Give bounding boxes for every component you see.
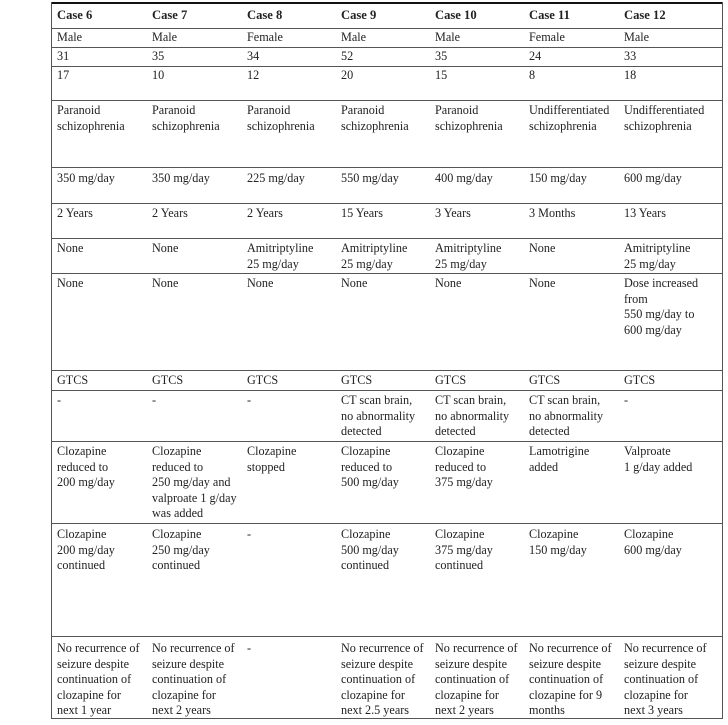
cell-line: detected xyxy=(435,424,476,439)
cell-line: 25 mg/day xyxy=(247,256,299,271)
cell-line: seizure despite xyxy=(152,656,225,671)
table-cell: 31 xyxy=(57,49,70,63)
table-rule xyxy=(51,441,723,442)
table-cell: GTCS xyxy=(247,373,279,387)
cell-line: 1 g/day added xyxy=(624,459,693,474)
table-rule xyxy=(51,66,723,67)
table-cell xyxy=(529,393,603,440)
table-cell: 15 xyxy=(435,68,448,82)
cell-line: 250 mg/day xyxy=(152,542,210,557)
cell-line: 500 mg/day xyxy=(341,542,399,557)
cell-line: No recurrence of xyxy=(152,641,235,655)
cell-line: Dose increased xyxy=(624,276,699,290)
cell-line: seizure despite xyxy=(529,656,602,671)
table-cell xyxy=(435,103,503,134)
column-header: Case 6 xyxy=(57,8,93,22)
cell-line: 25 mg/day xyxy=(624,256,676,271)
column-header: Case 9 xyxy=(341,8,377,22)
cell-line: seizure despite xyxy=(341,656,414,671)
cell-line: reduced to xyxy=(341,459,393,474)
table-cell xyxy=(57,641,140,719)
table-cell: 2 Years xyxy=(247,206,283,220)
table-cell xyxy=(57,241,83,257)
table-cell xyxy=(57,103,125,134)
table-cell xyxy=(624,641,707,719)
cell-line: continuation of xyxy=(529,672,604,687)
table-cell: 24 xyxy=(529,49,542,63)
table-cell: 350 mg/day xyxy=(57,171,115,185)
cell-line: Undifferentiated xyxy=(624,103,705,117)
cell-line: CT scan brain, xyxy=(341,393,413,407)
cell-line: valproate 1 g/day xyxy=(152,490,237,505)
cell-line: continuation of xyxy=(152,672,227,687)
table-cell xyxy=(435,276,461,292)
table-cell: Male xyxy=(152,30,178,44)
table-rule xyxy=(51,523,723,524)
table-cell xyxy=(529,241,555,257)
table-cell xyxy=(341,393,415,440)
cell-line: next 2 years xyxy=(152,703,211,718)
table-cell: 12 xyxy=(247,68,260,82)
table-cell xyxy=(57,527,115,574)
table-cell: 8 xyxy=(529,68,536,82)
cell-line: Clozapine xyxy=(152,444,202,458)
table-cell xyxy=(152,527,210,574)
cell-line: - xyxy=(247,393,252,407)
table-cell xyxy=(624,276,698,338)
table-rule xyxy=(51,238,723,239)
cell-line: - xyxy=(247,641,252,655)
cell-line: continuation of xyxy=(624,672,699,687)
table-rule xyxy=(51,203,723,204)
cell-line: seizure despite xyxy=(624,656,697,671)
cell-line: None xyxy=(529,241,556,255)
cell-line: Valproate xyxy=(624,444,671,458)
cell-line: CT scan brain, xyxy=(529,393,601,407)
cell-line: No recurrence of xyxy=(435,641,518,655)
table-cell xyxy=(341,641,424,719)
cell-line: - xyxy=(624,393,629,407)
cell-line: continued xyxy=(152,558,201,573)
cell-line: next 1 year xyxy=(57,703,112,718)
table-cell: 10 xyxy=(152,68,165,82)
table-cell xyxy=(247,103,315,134)
cell-line: Clozapine xyxy=(341,444,391,458)
table-cell: 20 xyxy=(341,68,354,82)
cell-line: No recurrence of xyxy=(57,641,140,655)
cell-line: - xyxy=(152,393,157,407)
table-cell: 52 xyxy=(341,49,354,63)
table-cell xyxy=(341,527,399,574)
table-cell xyxy=(247,444,296,475)
table-cell xyxy=(435,641,518,719)
table-cell: Male xyxy=(435,30,461,44)
cell-line: Paranoid xyxy=(435,103,479,117)
cell-line: Clozapine xyxy=(57,527,107,541)
cell-line: next 2 years xyxy=(435,703,494,718)
cell-line: None xyxy=(57,276,84,290)
cell-line: schizophrenia xyxy=(341,118,409,133)
table-cell xyxy=(152,444,237,522)
cell-line: was added xyxy=(152,506,204,521)
cell-line: Clozapine xyxy=(341,527,391,541)
table-rule xyxy=(51,100,723,101)
table-cell: 550 mg/day xyxy=(341,171,399,185)
table-rule xyxy=(51,167,723,168)
table-cell: GTCS xyxy=(435,373,467,387)
table-cell xyxy=(57,444,115,491)
column-header: Case 10 xyxy=(435,8,477,22)
table-cell xyxy=(341,241,407,272)
cell-line: clozapine for 9 xyxy=(529,687,603,702)
table-border xyxy=(51,2,52,719)
table-cell xyxy=(152,276,178,292)
cell-line: Clozapine xyxy=(435,444,485,458)
cell-line: no abnormality xyxy=(435,408,510,423)
cell-line: next 2.5 years xyxy=(341,703,410,718)
table-cell: Female xyxy=(247,30,283,44)
table-cell: 2 Years xyxy=(152,206,188,220)
cell-line: clozapine for xyxy=(152,687,216,702)
cell-line: 250 mg/day and xyxy=(152,475,231,490)
cell-line: schizophrenia xyxy=(435,118,503,133)
cell-line: from xyxy=(624,291,648,306)
cell-line: no abnormality xyxy=(341,408,416,423)
cell-line: Amitriptyline xyxy=(341,241,408,255)
cell-line: Clozapine xyxy=(624,527,674,541)
cell-line: seizure despite xyxy=(57,656,130,671)
table-cell: GTCS xyxy=(529,373,561,387)
table-cell xyxy=(57,393,61,409)
table-cell xyxy=(624,103,704,134)
column-header: Case 8 xyxy=(247,8,283,22)
table-border xyxy=(722,2,723,719)
cell-line: 600 mg/day xyxy=(624,542,682,557)
table-cell xyxy=(341,103,409,134)
cell-line: continued xyxy=(57,558,106,573)
cell-line: CT scan brain, xyxy=(435,393,507,407)
cell-line: continuation of xyxy=(57,672,132,687)
column-header: Case 11 xyxy=(529,8,570,22)
table-rule xyxy=(51,636,723,637)
table-cell xyxy=(624,241,690,272)
table-cell: 150 mg/day xyxy=(529,171,587,185)
table-cell: 225 mg/day xyxy=(247,171,305,185)
cell-line: Clozapine xyxy=(529,527,579,541)
cell-line: stopped xyxy=(247,459,285,474)
cell-line: None xyxy=(529,276,556,290)
table-cell: 3 Months xyxy=(529,206,576,220)
cell-line: 600 mg/day xyxy=(624,322,682,337)
cell-line: No recurrence of xyxy=(341,641,424,655)
cell-line: No recurrence of xyxy=(624,641,707,655)
cell-line: None xyxy=(57,241,84,255)
cell-line: 550 mg/day to xyxy=(624,307,695,322)
table-cell: 33 xyxy=(624,49,637,63)
cell-line: clozapine for xyxy=(57,687,121,702)
table-cell xyxy=(435,527,493,574)
cell-line: 375 mg/day xyxy=(435,542,493,557)
cell-line: reduced to xyxy=(152,459,204,474)
table-rule xyxy=(51,47,723,48)
table-cell: GTCS xyxy=(57,373,89,387)
cell-line: - xyxy=(247,527,252,541)
cell-line: months xyxy=(529,703,565,718)
column-header: Case 12 xyxy=(624,8,666,22)
table-cell xyxy=(529,527,587,558)
cell-line: added xyxy=(529,459,559,474)
cell-line: - xyxy=(57,393,62,407)
table-cell: 35 xyxy=(152,49,165,63)
cell-line: clozapine for xyxy=(624,687,688,702)
table-cell: Male xyxy=(57,30,83,44)
cell-line: reduced to xyxy=(57,459,109,474)
cell-line: 25 mg/day xyxy=(341,256,393,271)
table-rule xyxy=(51,390,723,391)
table-cell xyxy=(435,241,501,272)
cell-line: reduced to xyxy=(435,459,487,474)
table-cell: 2 Years xyxy=(57,206,93,220)
table-cell: 17 xyxy=(57,68,70,82)
table-rule xyxy=(51,28,723,29)
cell-line: None xyxy=(435,276,462,290)
table-cell xyxy=(624,393,628,409)
table-cell: 15 Years xyxy=(341,206,383,220)
cell-line: None xyxy=(152,241,179,255)
cell-line: Undifferentiated xyxy=(529,103,610,117)
table-cell: 13 Years xyxy=(624,206,666,220)
cell-line: 150 mg/day xyxy=(529,542,587,557)
table-cell xyxy=(529,641,612,719)
cell-line: Amitriptyline xyxy=(624,241,691,255)
cell-line: clozapine for xyxy=(435,687,499,702)
table-cell xyxy=(529,276,555,292)
cell-line: next 3 years xyxy=(624,703,683,718)
cell-line: schizophrenia xyxy=(247,118,315,133)
table-cell xyxy=(247,641,251,657)
cell-line: Lamotrigine xyxy=(529,444,590,458)
cell-line: 500 mg/day xyxy=(341,475,399,490)
cell-line: continuation of xyxy=(435,672,510,687)
table-cell xyxy=(152,393,156,409)
table-cell: Male xyxy=(341,30,367,44)
cell-line: no abnormality xyxy=(529,408,604,423)
column-header: Case 7 xyxy=(152,8,188,22)
table-cell xyxy=(529,103,609,134)
table-cell: 34 xyxy=(247,49,260,63)
cell-line: Paranoid xyxy=(341,103,385,117)
table-cell xyxy=(247,527,251,543)
cell-line: schizophrenia xyxy=(624,118,692,133)
cell-line: detected xyxy=(341,424,382,439)
table-cell: GTCS xyxy=(341,373,373,387)
cell-line: schizophrenia xyxy=(57,118,125,133)
cell-line: None xyxy=(247,276,274,290)
cell-line: 25 mg/day xyxy=(435,256,487,271)
table-cell xyxy=(247,393,251,409)
cell-line: continued xyxy=(341,558,390,573)
table-cell: 35 xyxy=(435,49,448,63)
table-cell: 400 mg/day xyxy=(435,171,493,185)
cell-line: continued xyxy=(435,558,484,573)
table-cell xyxy=(341,444,399,491)
cell-line: None xyxy=(341,276,368,290)
table-cell: 600 mg/day xyxy=(624,171,682,185)
table-cell xyxy=(341,276,367,292)
cell-line: Clozapine xyxy=(435,527,485,541)
table-cell xyxy=(247,241,313,272)
table-cell: GTCS xyxy=(152,373,184,387)
table-cell xyxy=(435,393,509,440)
cell-line: detected xyxy=(529,424,570,439)
table-cell xyxy=(247,276,273,292)
cell-line: Paranoid xyxy=(57,103,101,117)
table-cell xyxy=(152,103,220,134)
table-cell: GTCS xyxy=(624,373,656,387)
cell-line: 375 mg/day xyxy=(435,475,493,490)
table-cell xyxy=(57,276,83,292)
cell-line: Clozapine xyxy=(57,444,107,458)
table-cell xyxy=(435,444,493,491)
cell-line: schizophrenia xyxy=(152,118,220,133)
table-cell xyxy=(152,241,178,257)
cell-line: 200 mg/day xyxy=(57,475,115,490)
table-cell xyxy=(529,444,589,475)
table-cell xyxy=(152,641,235,719)
cell-line: Amitriptyline xyxy=(435,241,502,255)
table-cell: 3 Years xyxy=(435,206,471,220)
cell-line: Paranoid xyxy=(247,103,291,117)
cell-line: Clozapine xyxy=(247,444,297,458)
table-cell xyxy=(624,527,682,558)
table-rule xyxy=(51,370,723,371)
cell-line: Paranoid xyxy=(152,103,196,117)
cell-line: None xyxy=(152,276,179,290)
table-rule xyxy=(51,2,723,4)
cell-line: Amitriptyline xyxy=(247,241,314,255)
table-cell xyxy=(624,444,692,475)
table-cell: Female xyxy=(529,30,565,44)
table-cell: 18 xyxy=(624,68,637,82)
table-cell: Male xyxy=(624,30,650,44)
cell-line: continuation of xyxy=(341,672,416,687)
cell-line: clozapine for xyxy=(341,687,405,702)
table-cell: 350 mg/day xyxy=(152,171,210,185)
cell-line: seizure despite xyxy=(435,656,508,671)
cell-line: Clozapine xyxy=(152,527,202,541)
table-rule xyxy=(51,273,723,274)
cell-line: No recurrence of xyxy=(529,641,612,655)
cell-line: schizophrenia xyxy=(529,118,597,133)
cell-line: 200 mg/day xyxy=(57,542,115,557)
